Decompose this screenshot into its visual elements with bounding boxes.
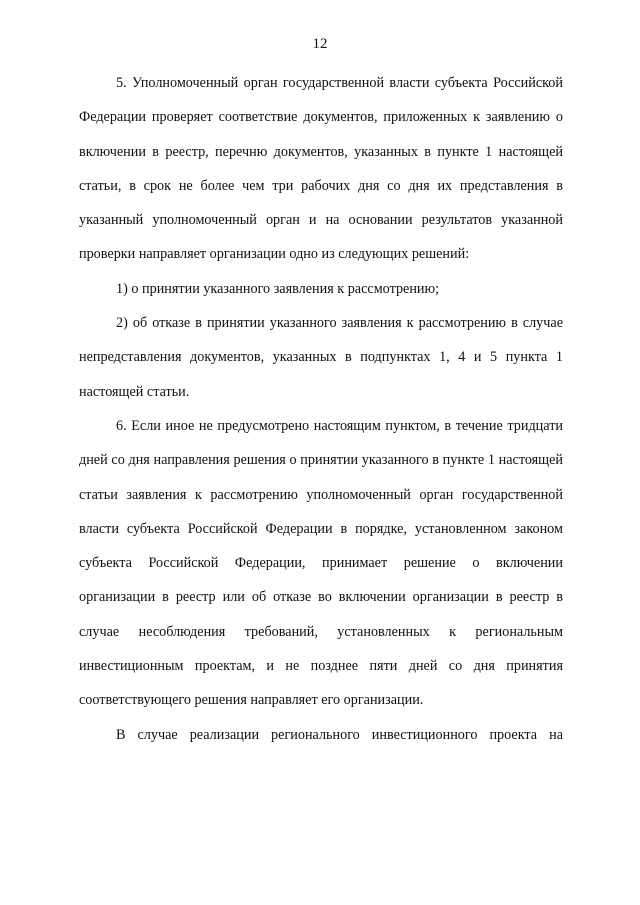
paragraph-subclause-2: 2) об отказе в принятии указанного заявления к рассмотрению в случае непредставления документов, указанных в подпунктах 1, 4 и 5 пункта 1 настоящей статьи. bbox=[79, 315, 563, 400]
document-body bbox=[79, 66, 563, 752]
paragraph-clause-5: 5. Уполномоченный орган государственной власти субъекта Российской Федерации проверяет соответствие документов, приложенных к заявлению о включении в реестр, перечню документов, указанных в пункте 1 настоящей статьи, в срок не более чем три рабочих дня со дня их представления в указанный уполномоченный орган и на основании результатов указанной проверки направляет организации одно из следующих решений: bbox=[79, 75, 563, 263]
paragraph-clause-6: 6. Если иное не предусмотрено настоящим пунктом, в течение тридцати дней со дня направления решения о принятии указанного в пункте 1 настоящей статьи заявления к рассмотрению уполномоченный орган государственной власти субъекта Российской Федерации в порядке, установленном законом субъекта Российской Федерации, принимает решение о включении организации в реестр или об отказе во включении организации в реестр в случае несоблюдения требований, установленных к региональным инвестиционным проектам, и не позднее пяти дней со дня принятия соответствующего решения направляет его организации. bbox=[79, 417, 563, 709]
paragraph-subclause-1: 1) о принятии указанного заявления к рассмотрению; bbox=[116, 280, 440, 297]
page-number: 12 bbox=[312, 36, 328, 52]
paragraph-continuation: В случае реализации регионального инвестиционного проекта на bbox=[116, 726, 563, 743]
